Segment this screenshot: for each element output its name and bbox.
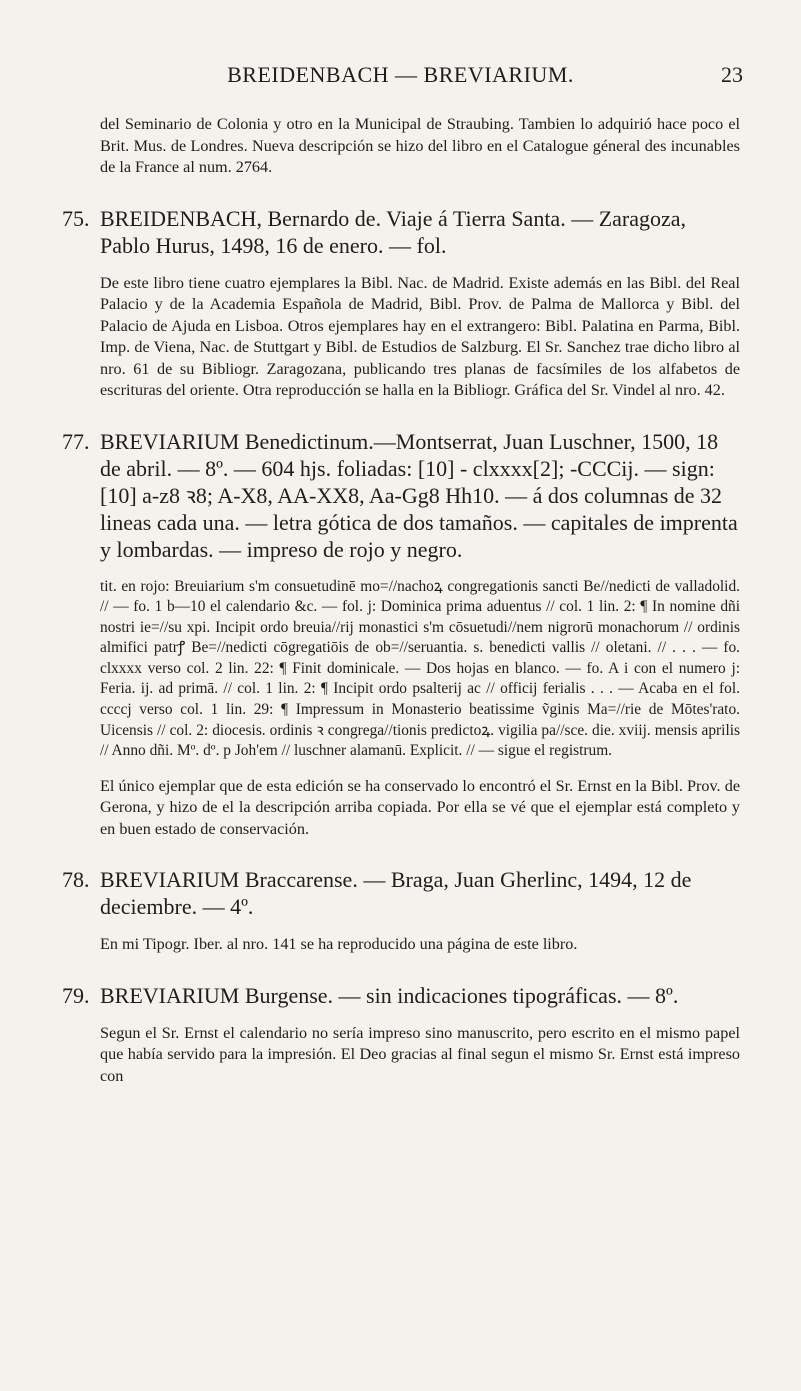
entry-paragraph: En mi Tipogr. Iber. al nro. 141 se ha reproducido una página de este libro.: [100, 935, 578, 954]
transcription-note: tit. en rojo: Breuiarium s'm consuetudinē mo=//nachoꝝ congregationis sancti Be//nedicti de valladolid. // — fo. 1 b—10 el calendario &c. — fol. j: Dominica prima aduentus // col. 1 lin. 2: ¶ In nomine dñi nostri ie=//su xpi. Incipit ordo breuia//rij monastici s'm cōsuetudi//nem nigrorū monachorum // ordinis almifici patrꝭ Be=//nedicti cōgregatiōis de ob=//seruantia. s. benedicti vallis // oletani. // . . . — fo. clxxxx verso col. 2 lin. 22: ¶ Finit dominicale. — Dos hojas en blanco. — fo. A i con el numero j: Feria. ij. ad primā. // col. 1 lin. 2: ¶ Incipit ordo psalterij ac // officij ferialis . . . — Acaba en el fol. ccccj verso col. 1 lin. 29: ¶ Impressum in Monasterio beatissime ṽginis Ma=//rie de Mōtes'rato. Uicensis // col. 2: diocesis. ordinis ꝛ congrega//tionis predictoꝝ. vigilia pa//sce. die. xviij. mensis aprilis // Anno dñi. Mº. dº. p Joh'em // luschner alamanū. Explicit. // — sigue el registrum.: [100, 577, 740, 760]
entry-number: 75.: [62, 205, 90, 231]
entry-number: 78.: [62, 867, 90, 893]
entry-78: [62, 866, 740, 920]
running-header: [0, 58, 801, 94]
entry-title: BREVIARIUM Benedictinum.—Montserrat, Juan Luschner, 1500, 18 de abril. — 8º. — 604 hjs. foliadas: [10] - clxxxx[2]; -CCCij. — sign: [10] a-z8 ꝛ8; A-X8, AA-XX8, Aa-Gg8 Hh10. — á dos columnas de 32 lineas cada una. — letra gótica de dos tamaños. — capitales de imprenta y lombardas. — impreso de rojo y negro.: [100, 428, 738, 562]
entry-75: [62, 205, 740, 259]
entry-paragraph: De este libro tiene cuatro ejemplares la Bibl. Nac. de Madrid. Existe además en las Bibl. del Real Palacio y de la Academia Española de Madrid, Bibl. Prov. de Palma de Mallorca y Bibl. del Palacio de Ajuda en Lisboa. Otros ejemplares hay en el extrangero: Bibl. Palatina en Parma, Bibl. Imp. de Viena, Nac. de Stuttgart y Bibl. de Estudios de Salzburg. El Sr. Sanchez trae dicho libro al nro. 61 de su Bibliogr. Zaragozana, publicando tres planas de facsímiles de los alfabetos de escrituras del oriente. Otra reproducción se halla en la Bibliogr. Gráfica del Sr. Vindel al nro. 42.: [100, 273, 740, 399]
entry-number: 79.: [62, 982, 90, 1008]
running-head: BREIDENBACH — BREVIARIUM.: [227, 62, 574, 87]
continuation-paragraph: del Seminario de Colonia y otro en la Municipal de Straubing. Tambien lo adquirió hace poco el Brit. Mus. de Londres. Nueva descripción se hizo del libro en el Catalogue géneral des incunables de la France al num. 2764.: [100, 115, 740, 176]
entry-number: 77.: [62, 428, 90, 454]
page-body: [62, 114, 740, 1087]
entry-79: [62, 982, 740, 1009]
entry-77: [62, 428, 740, 563]
entry-paragraph: Segun el Sr. Ernst el calendario no sería impreso sino manuscrito, pero escrito en el mismo papel que había servido para la impresión. El Deo gracias al final segun el mismo Sr. Ernst está impreso con: [100, 1023, 740, 1085]
entry-title: BREVIARIUM Braccarense. — Braga, Juan Gherlinc, 1494, 12 de deciembre. — 4º.: [100, 867, 692, 920]
entry-paragraph: El único ejemplar que de esta edición se ha conservado lo encontró el Sr. Ernst en la Bibl. Prov. de Gerona, y hizo de el la descripción arriba copiada. Por ella se vé que el ejemplar está completo y en buen estado de conservación.: [100, 776, 740, 838]
entry-title: BREVIARIUM Burgense. — sin indicaciones tipográficas. — 8º.: [100, 982, 679, 1008]
entry-title: BREIDENBACH, Bernardo de. Viaje á Tierra Santa. — Zaragoza, Pablo Hurus, 1498, 16 de enero. — fol.: [100, 205, 687, 258]
page-number: 23: [721, 62, 743, 87]
